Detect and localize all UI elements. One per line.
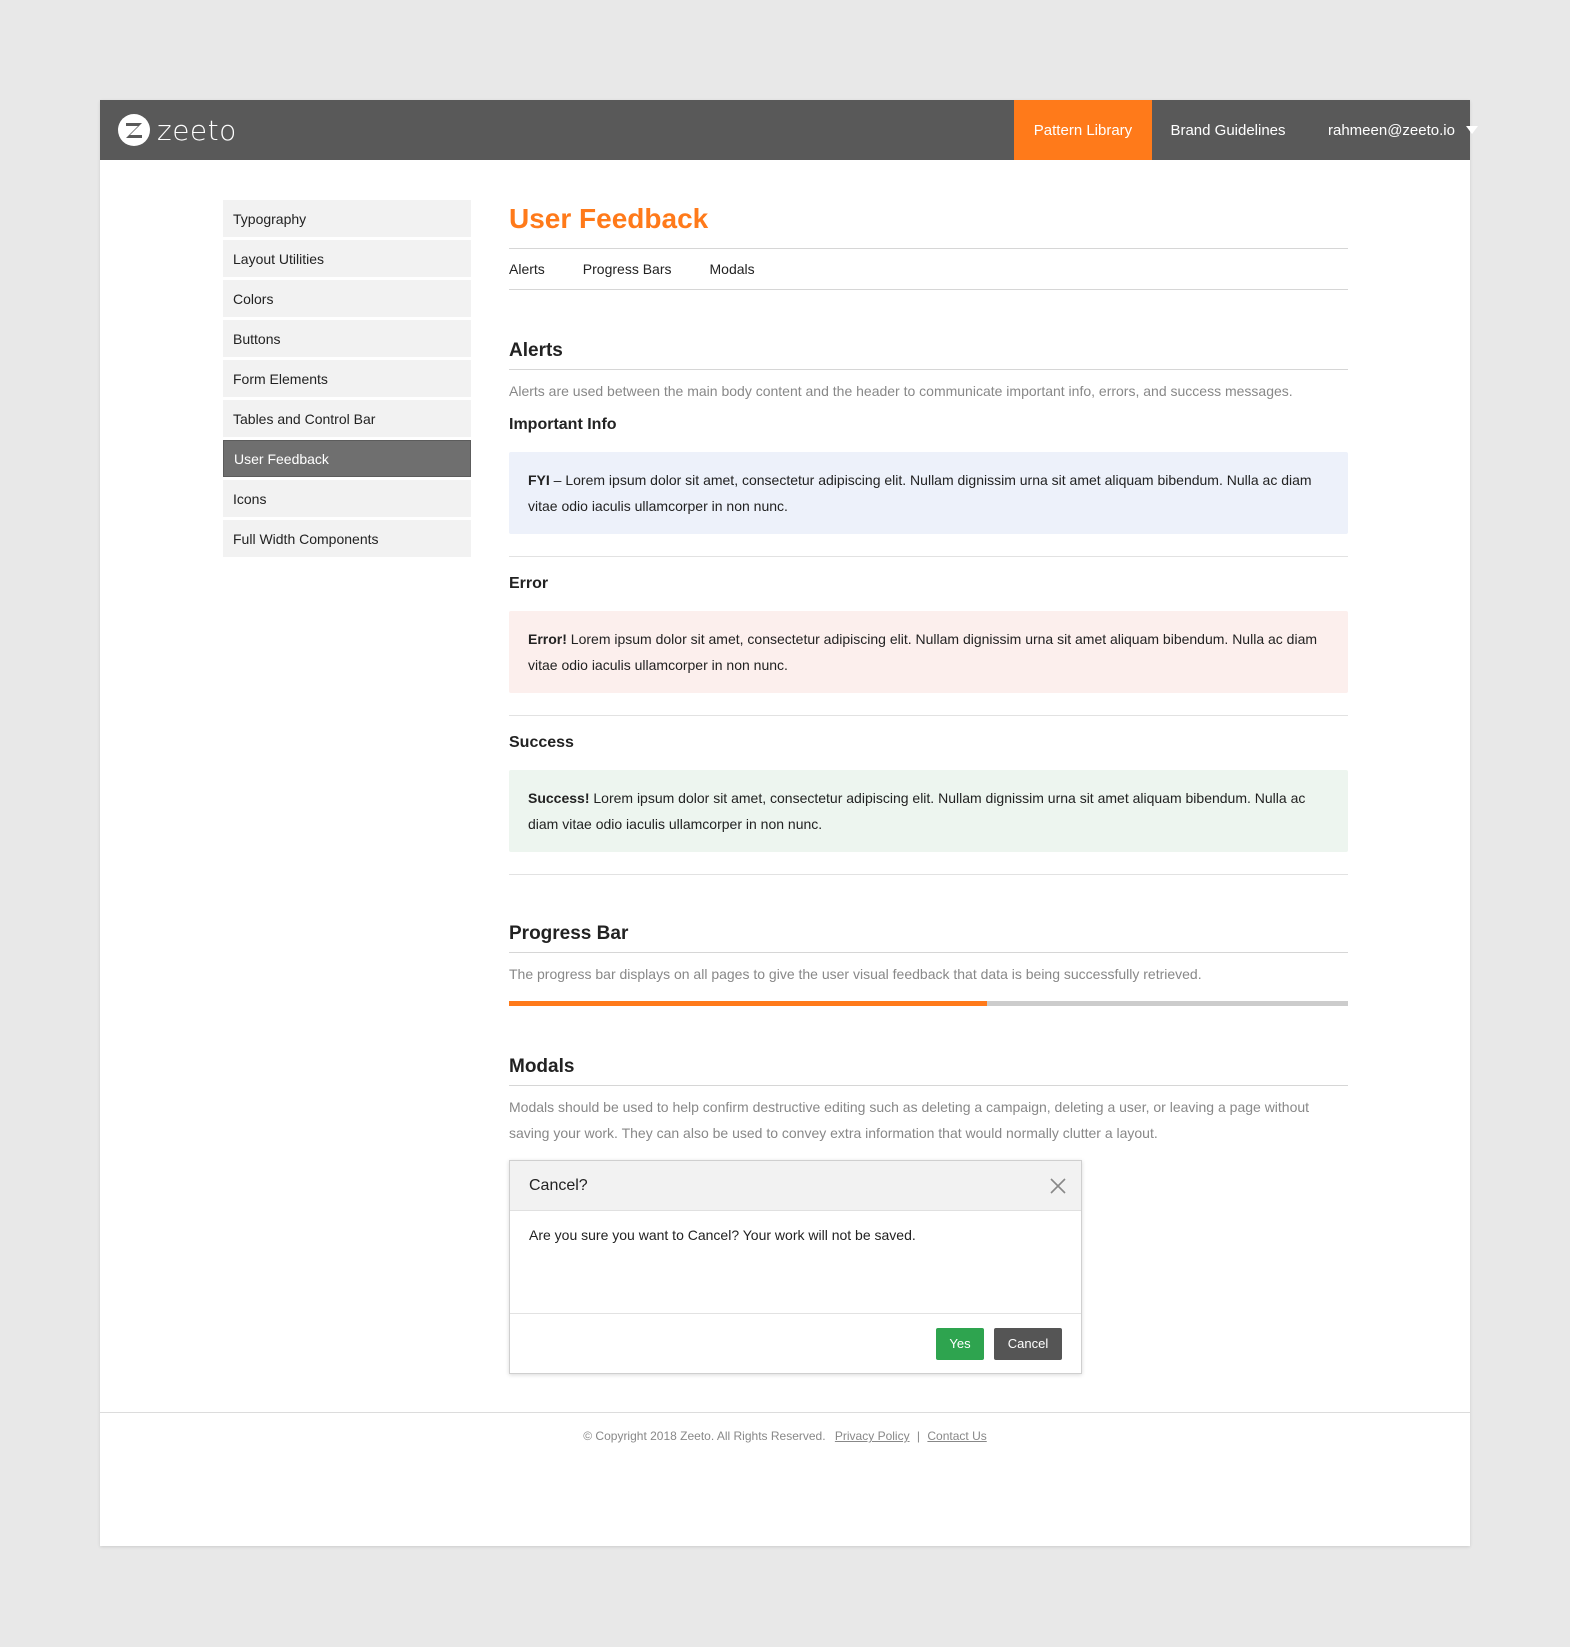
progress-bar: [509, 1001, 1348, 1006]
sidebar-item-colors[interactable]: Colors: [223, 280, 471, 317]
tab-alerts[interactable]: Alerts: [509, 261, 545, 277]
success-alert-text: Lorem ipsum dolor sit amet, consectetur adipiscing elit. Nullam dignissim urna sit amet aliquam bibendum. Nulla ac diam vitae odio iaculis ullamcorper in non nunc.: [528, 790, 1306, 832]
main-nav: [1014, 100, 1470, 160]
modals-description: Modals should be used to help confirm destructive editing such as deleting a campaign, deleting a user, or leaving a page without saving your work. They can also be used to convey extra information that would normally clutter a layout.: [509, 1099, 1310, 1141]
sidebar-item-typography[interactable]: Typography: [223, 200, 471, 237]
logo[interactable]: [117, 113, 237, 147]
modals-section: [509, 1052, 1348, 1374]
progress-description: The progress bar displays on all pages to give the user visual feedback that data is being successfully retrieved.: [509, 966, 1202, 982]
modal-footer: [510, 1314, 1081, 1373]
footer-separator: |: [916, 1429, 921, 1443]
page-frame: [100, 100, 1470, 1546]
footer-text: [100, 1429, 1470, 1443]
divider: [509, 715, 1348, 716]
progress-section: [509, 919, 1348, 1006]
zeeto-logo-icon: [117, 113, 151, 147]
tab-progress-bars[interactable]: Progress Bars: [582, 261, 672, 277]
main-content: [509, 200, 1348, 1374]
footer: [100, 1412, 1470, 1546]
tab-modals[interactable]: Modals: [709, 261, 755, 277]
progress-bar-fill: [509, 1001, 987, 1006]
alerts-section: [509, 336, 1348, 875]
progress-title: Progress Bar: [509, 919, 1348, 953]
top-navbar: [100, 100, 1470, 160]
info-alert: [509, 452, 1348, 534]
sidebar-item-icons[interactable]: Icons: [223, 480, 471, 517]
alerts-description: Alerts are used between the main body content and the header to communicate important info, errors, and success messages.: [509, 383, 1293, 399]
user-email: rahmeen@zeeto.io: [1328, 121, 1455, 139]
info-alert-text: – Lorem ipsum dolor sit amet, consectetur adipiscing elit. Nullam dignissim urna sit amet aliquam bibendum. Nulla ac diam vitae odio iaculis ullamcorper in non nunc.: [528, 472, 1312, 514]
error-alert: [509, 611, 1348, 693]
modal-title: Cancel?: [529, 1176, 588, 1194]
success-alert-label: Success!: [528, 790, 590, 806]
success-alert: [509, 770, 1348, 852]
sidebar-item-full-width[interactable]: Full Width Components: [223, 520, 471, 557]
sidebar-item-buttons[interactable]: Buttons: [223, 320, 471, 357]
example-modal: [509, 1160, 1082, 1374]
sidebar-item-tables[interactable]: Tables and Control Bar: [223, 400, 471, 437]
privacy-policy-link[interactable]: Privacy Policy: [834, 1429, 910, 1443]
yes-button[interactable]: Yes: [936, 1328, 984, 1360]
contact-us-link[interactable]: Contact Us: [927, 1429, 987, 1443]
error-alert-label: Error!: [528, 631, 567, 647]
user-menu[interactable]: [1304, 100, 1470, 160]
logo-text: zeeto: [157, 113, 237, 147]
close-icon[interactable]: [1049, 1177, 1067, 1195]
error-heading: Error: [509, 575, 549, 592]
modals-title: Modals: [509, 1052, 1348, 1086]
sidebar-item-user-feedback[interactable]: User Feedback: [223, 440, 471, 477]
info-alert-label: FYI: [528, 472, 550, 488]
modal-body: Are you sure you want to Cancel? Your work will not be saved.: [510, 1211, 1081, 1314]
divider: [509, 556, 1348, 557]
error-alert-text: Lorem ipsum dolor sit amet, consectetur adipiscing elit. Nullam dignissim urna sit amet aliquam bibendum. Nulla ac diam vitae odio iaculis ullamcorper in non nunc.: [528, 631, 1318, 673]
sidebar: [223, 200, 471, 560]
page-title: User Feedback: [509, 203, 709, 234]
cancel-button[interactable]: Cancel: [994, 1328, 1062, 1360]
caret-down-icon: [1466, 126, 1478, 134]
success-heading: Success: [509, 734, 574, 751]
nav-pattern-library[interactable]: Pattern Library: [1014, 100, 1152, 160]
sidebar-item-layout-utilities[interactable]: Layout Utilities: [223, 240, 471, 277]
sidebar-item-form-elements[interactable]: Form Elements: [223, 360, 471, 397]
info-heading: Important Info: [509, 416, 617, 433]
section-tabs: [509, 248, 1348, 290]
modal-header: [510, 1161, 1081, 1211]
nav-brand-guidelines[interactable]: Brand Guidelines: [1170, 121, 1286, 139]
divider: [509, 874, 1348, 875]
copyright-text: © Copyright 2018 Zeeto. All Rights Reserved.: [583, 1429, 826, 1443]
alerts-title: Alerts: [509, 336, 1348, 370]
